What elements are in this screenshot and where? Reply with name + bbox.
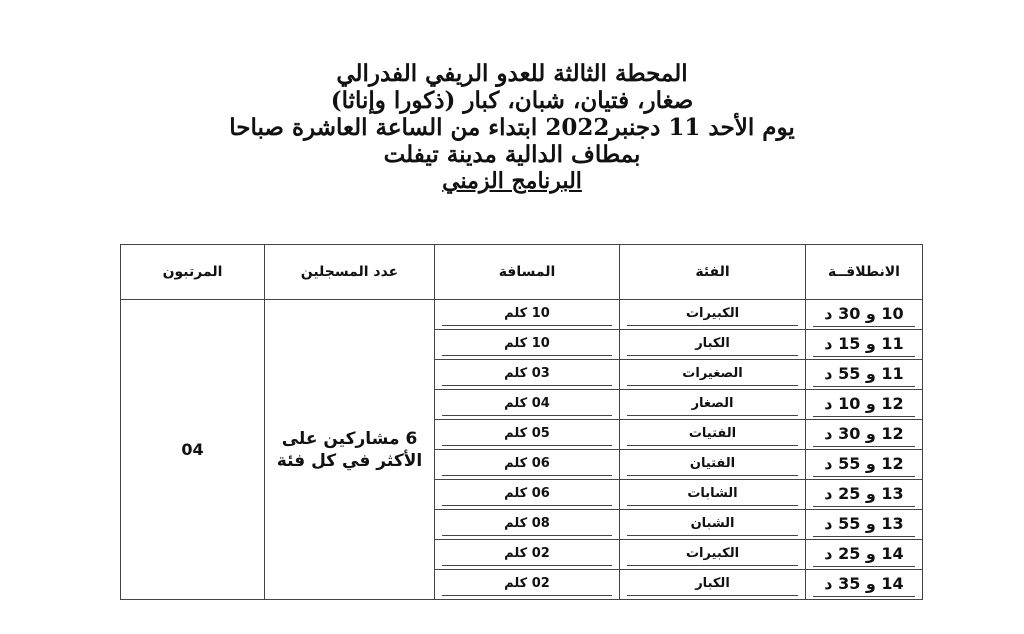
col-header-start: الانطلاقــة (806, 245, 923, 300)
start-time: 12 و 10 د (813, 392, 915, 417)
start-time: 12 و 55 د (813, 452, 915, 477)
cell-ranked: 04 (121, 300, 265, 600)
start-time: 14 و 25 د (813, 542, 915, 567)
cell-category (620, 330, 806, 360)
start-time: 11 و 55 د (813, 362, 915, 387)
distance-value: 03 كلم (442, 363, 611, 386)
cell-category (620, 540, 806, 570)
distance-value: 06 كلم (442, 483, 611, 506)
cell-start (806, 360, 923, 390)
category-label: الشابات (627, 483, 797, 506)
start-time: 14 و 35 د (813, 572, 915, 597)
cell-distance (435, 540, 620, 570)
cell-distance (435, 570, 620, 600)
cell-distance (435, 330, 620, 360)
category-label: الكبيرات (627, 303, 797, 326)
cell-registered (265, 300, 435, 600)
header-categories: صغار، فتيان، شبان، كبار (ذكورا وإناثا) (330, 87, 694, 114)
registered-line-2: الأكثر في كل فئة (276, 450, 423, 471)
cell-start (806, 390, 923, 420)
distance-value: 02 كلم (442, 573, 611, 596)
category-label: الشبان (627, 513, 797, 536)
col-header-category: الفئة (620, 245, 806, 300)
schedule-table (120, 244, 923, 600)
cell-start (806, 540, 923, 570)
start-time: 10 و 30 د (813, 302, 915, 327)
cell-start (806, 330, 923, 360)
cell-start (806, 420, 923, 450)
category-label: الكبار (627, 333, 797, 356)
cell-category (620, 300, 806, 330)
header-subtitle: البرنامج الزمني (442, 168, 582, 194)
document-header (0, 60, 1024, 195)
cell-start (806, 570, 923, 600)
start-time: 12 و 30 د (813, 422, 915, 447)
cell-distance (435, 390, 620, 420)
cell-start (806, 300, 923, 330)
cell-category (620, 570, 806, 600)
cell-distance (435, 450, 620, 480)
start-time: 11 و 15 د (813, 332, 915, 357)
category-label: الصغار (627, 393, 797, 416)
cell-start (806, 450, 923, 480)
cell-category (620, 390, 806, 420)
distance-value: 08 كلم (442, 513, 611, 536)
col-header-ranked: المرتبون (121, 245, 265, 300)
category-label: الكبيرات (627, 543, 797, 566)
cell-distance (435, 480, 620, 510)
cell-category (620, 420, 806, 450)
distance-value: 05 كلم (442, 423, 611, 446)
cell-distance (435, 420, 620, 450)
header-location: بمطاف الدالية مدينة تيفلت (383, 141, 641, 168)
cell-category (620, 360, 806, 390)
distance-value: 06 كلم (442, 453, 611, 476)
cell-distance (435, 360, 620, 390)
distance-value: 04 كلم (442, 393, 611, 416)
category-label: الصغيرات (627, 363, 797, 386)
cell-distance (435, 510, 620, 540)
col-header-distance: المسافة (435, 245, 620, 300)
cell-category (620, 510, 806, 540)
start-time: 13 و 55 د (813, 512, 915, 537)
header-date: يوم الأحد 11 دجنبر2022 ابتداء من الساعة العاشرة صباحا (229, 114, 795, 141)
distance-value: 10 كلم (442, 333, 611, 356)
schedule-body (121, 300, 923, 600)
table-row (121, 300, 923, 330)
category-label: الكبار (627, 573, 797, 596)
cell-category (620, 480, 806, 510)
registered-line-1: 6 مشاركين على (281, 428, 418, 449)
category-label: الفتيان (627, 453, 797, 476)
cell-category (620, 450, 806, 480)
cell-distance (435, 300, 620, 330)
distance-value: 02 كلم (442, 543, 611, 566)
cell-start (806, 510, 923, 540)
cell-start (806, 480, 923, 510)
table-header-row (121, 245, 923, 300)
header-title: المحطة الثالثة للعدو الريفي الفدرالي (336, 60, 688, 87)
category-label: الفتيات (627, 423, 797, 446)
distance-value: 10 كلم (442, 303, 611, 326)
col-header-registered: عدد المسجلين (265, 245, 435, 300)
start-time: 13 و 25 د (813, 482, 915, 507)
